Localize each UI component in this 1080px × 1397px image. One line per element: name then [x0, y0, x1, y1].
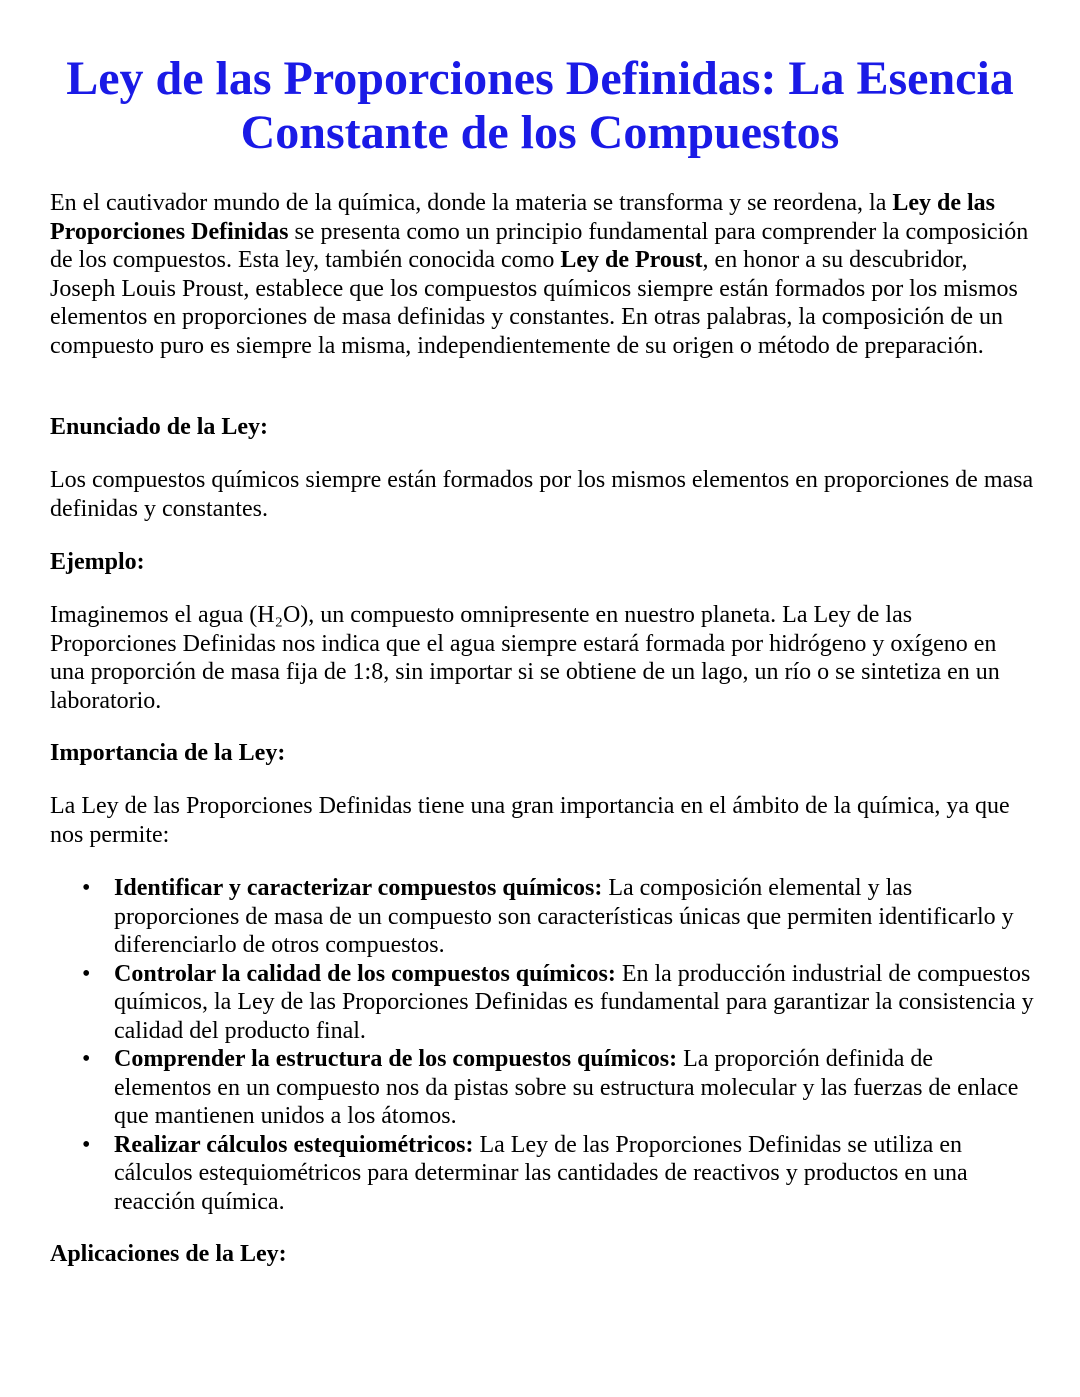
- intro-text-2: se presenta como un principio fundamental para comprender la composición de los compuestos. Esta ley, también conocida como: [50, 218, 1029, 273]
- list-item: [50, 1045, 1035, 1131]
- list-item: [50, 1131, 1035, 1217]
- enunciado-heading: Enunciado de la Ley:: [50, 414, 269, 440]
- list-item-text: La Ley de las Proporciones Definidas se utiliza en cálculos estequiométricos para determinar las cantidades de reactivos y productos en una reacción química.: [114, 1131, 968, 1215]
- list-item-bold: Realizar cálculos estequiométricos:: [114, 1131, 474, 1158]
- list-item-text: La proporción definida de elementos en un compuesto nos da pistas sobre su estructura molecular y las fuerzas de enlace que mantienen unidos a los átomos.: [114, 1046, 1019, 1129]
- list-item: [50, 874, 1035, 960]
- intro-text-3: , en honor a su descubridor, Joseph Louis Proust, establece que los compuestos químicos siempre están formados por los mismos elementos en proporciones de masa definidas y constantes. En otras palabras, la composición de un compuesto puro es siempre la misma, independientemente de su origen o método de preparación.: [50, 247, 1018, 359]
- list-item-text: La composición elemental y las proporciones de masa de un compuesto son características únicas que permiten identificarlo y diferenciarlo de otros compuestos.: [114, 875, 1014, 958]
- list-item-text: En la producción industrial de compuestos químicos, la Ley de las Proporciones Definidas es fundamental para garantizar la consistencia y calidad del producto final.: [114, 960, 1034, 1044]
- bullet-icon: •: [82, 875, 91, 901]
- list-item-bold: Identificar y caracterizar compuestos químicos:: [114, 875, 603, 901]
- importancia-heading: Importancia de la Ley:: [50, 740, 286, 766]
- intro-bold-proust: Ley de Proust: [560, 247, 703, 273]
- importancia-paragraph: La Ley de las Proporciones Definidas tiene una gran importancia en el ámbito de la química, ya que nos permite:: [50, 793, 1010, 848]
- list-item-bold: Comprender la estructura de los compuestos químicos:: [114, 1046, 678, 1072]
- bullet-icon: •: [82, 960, 91, 987]
- list-item-bold: Controlar la calidad de los compuestos químicos:: [114, 960, 616, 987]
- aplicaciones-heading: Aplicaciones de la Ley:: [50, 1241, 287, 1267]
- bullet-icon: •: [82, 1131, 91, 1158]
- intro-bold-law-name: Ley de las Proporciones Definidas: [50, 190, 996, 245]
- bullet-icon: •: [82, 1046, 91, 1072]
- page-title: Ley de las Proporciones Definidas: La Esencia Constante de los Compuestos: [66, 52, 1014, 159]
- intro-text-1: En el cautivador mundo de la química, donde la materia se transforma y se reordena, la: [50, 190, 893, 216]
- importancia-list: [50, 874, 1035, 1216]
- list-item: [50, 960, 1035, 1046]
- ejemplo-paragraph: Imaginemos el agua (H₂O), un compuesto omnipresente en nuestro planeta. La Ley de las Proporciones Definidas nos indica que el agua siempre estará formada por hidrógeno y oxígeno en una proporción de masa fija de 1:8, sin importar si se obtiene de un lago, un río o se sintetiza en un laboratorio.: [50, 602, 1000, 714]
- intro-paragraph: [50, 189, 1035, 360]
- ejemplo-heading: Ejemplo:: [50, 549, 145, 575]
- enunciado-paragraph: Los compuestos químicos siempre están formados por los mismos elementos en proporciones de masa definidas y constantes.: [50, 467, 1034, 522]
